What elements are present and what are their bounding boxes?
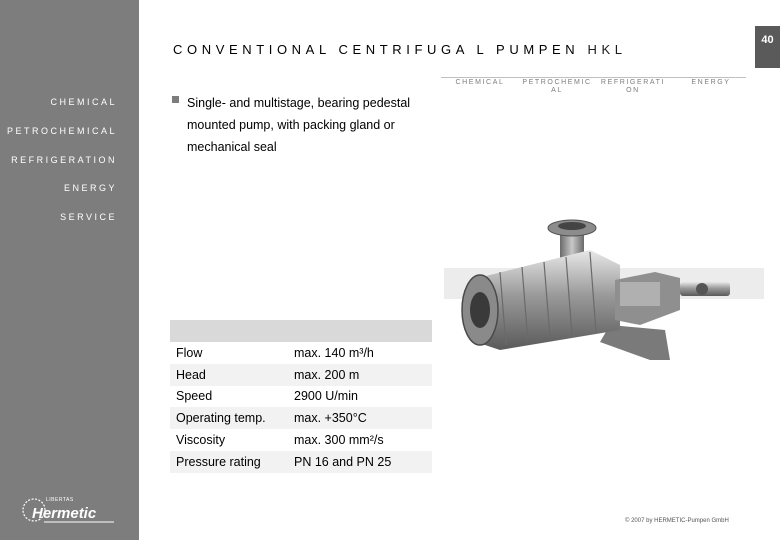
svg-text:LIBERTAS: LIBERTAS: [46, 497, 74, 503]
spec-label: Pressure rating: [176, 454, 261, 469]
spec-label: Viscosity: [176, 433, 226, 448]
spec-value: max. +350°C: [294, 411, 367, 426]
sidebar-item-service[interactable]: SERVICE: [60, 212, 117, 222]
spec-value: max. 200 m: [294, 367, 360, 382]
spec-row-speed: [170, 386, 432, 408]
spec-row-viscosity: [170, 429, 432, 451]
tab-chemical[interactable]: CHEMICAL: [455, 79, 505, 86]
sidebar: [0, 0, 139, 540]
spec-label: Head: [176, 367, 206, 382]
spec-value: PN 16 and PN 25: [294, 454, 392, 469]
spec-value: max. 300 mm²/s: [294, 433, 384, 448]
sidebar-item-energy[interactable]: ENERGY: [63, 183, 117, 193]
pump-image: [440, 210, 740, 360]
sidebar-item-refrigeration[interactable]: REFRIGERATION: [11, 155, 117, 165]
page-title: CONVENTIONAL CENTRIFUGA L PUMPEN HKL: [173, 42, 627, 57]
spec-row-operating-temp: [170, 407, 432, 429]
svg-text:Hermetic: Hermetic: [32, 505, 97, 522]
spec-label: Speed: [176, 389, 213, 404]
tab-energy[interactable]: ENERGY: [691, 79, 731, 86]
spec-table-header: [170, 320, 432, 342]
sidebar-item-chemical[interactable]: CHEMICAL: [50, 97, 117, 107]
tab-refrigeration[interactable]: REFRIGERATI ON: [600, 79, 666, 94]
spec-label: Flow: [176, 345, 203, 360]
spec-row-head: [170, 364, 432, 386]
copyright-notice: © 2007 by HERMETIC-Pumpen GmbH: [625, 518, 729, 524]
bullet-marker: [172, 96, 179, 103]
spec-row-flow: [170, 342, 432, 364]
page-number-badge: 40: [755, 26, 780, 68]
product-description: Single- and multistage, bearing pedestal mounted pump, with packing gland or mechanical seal: [187, 96, 411, 154]
spec-value: max. 140 m³/h: [294, 345, 374, 360]
tab-divider: [441, 77, 746, 78]
hermetic-logo: [18, 492, 118, 528]
tab-petrochemical[interactable]: PETROCHEMIC AL: [522, 79, 592, 94]
sidebar-item-petrochemical[interactable]: PETROCHEMICAL: [6, 126, 117, 136]
spec-value: 2900 U/min: [294, 389, 358, 404]
spec-row-pressure-rating: [170, 451, 432, 473]
spec-label: Operating temp.: [176, 411, 266, 426]
spec-table: [170, 342, 432, 473]
